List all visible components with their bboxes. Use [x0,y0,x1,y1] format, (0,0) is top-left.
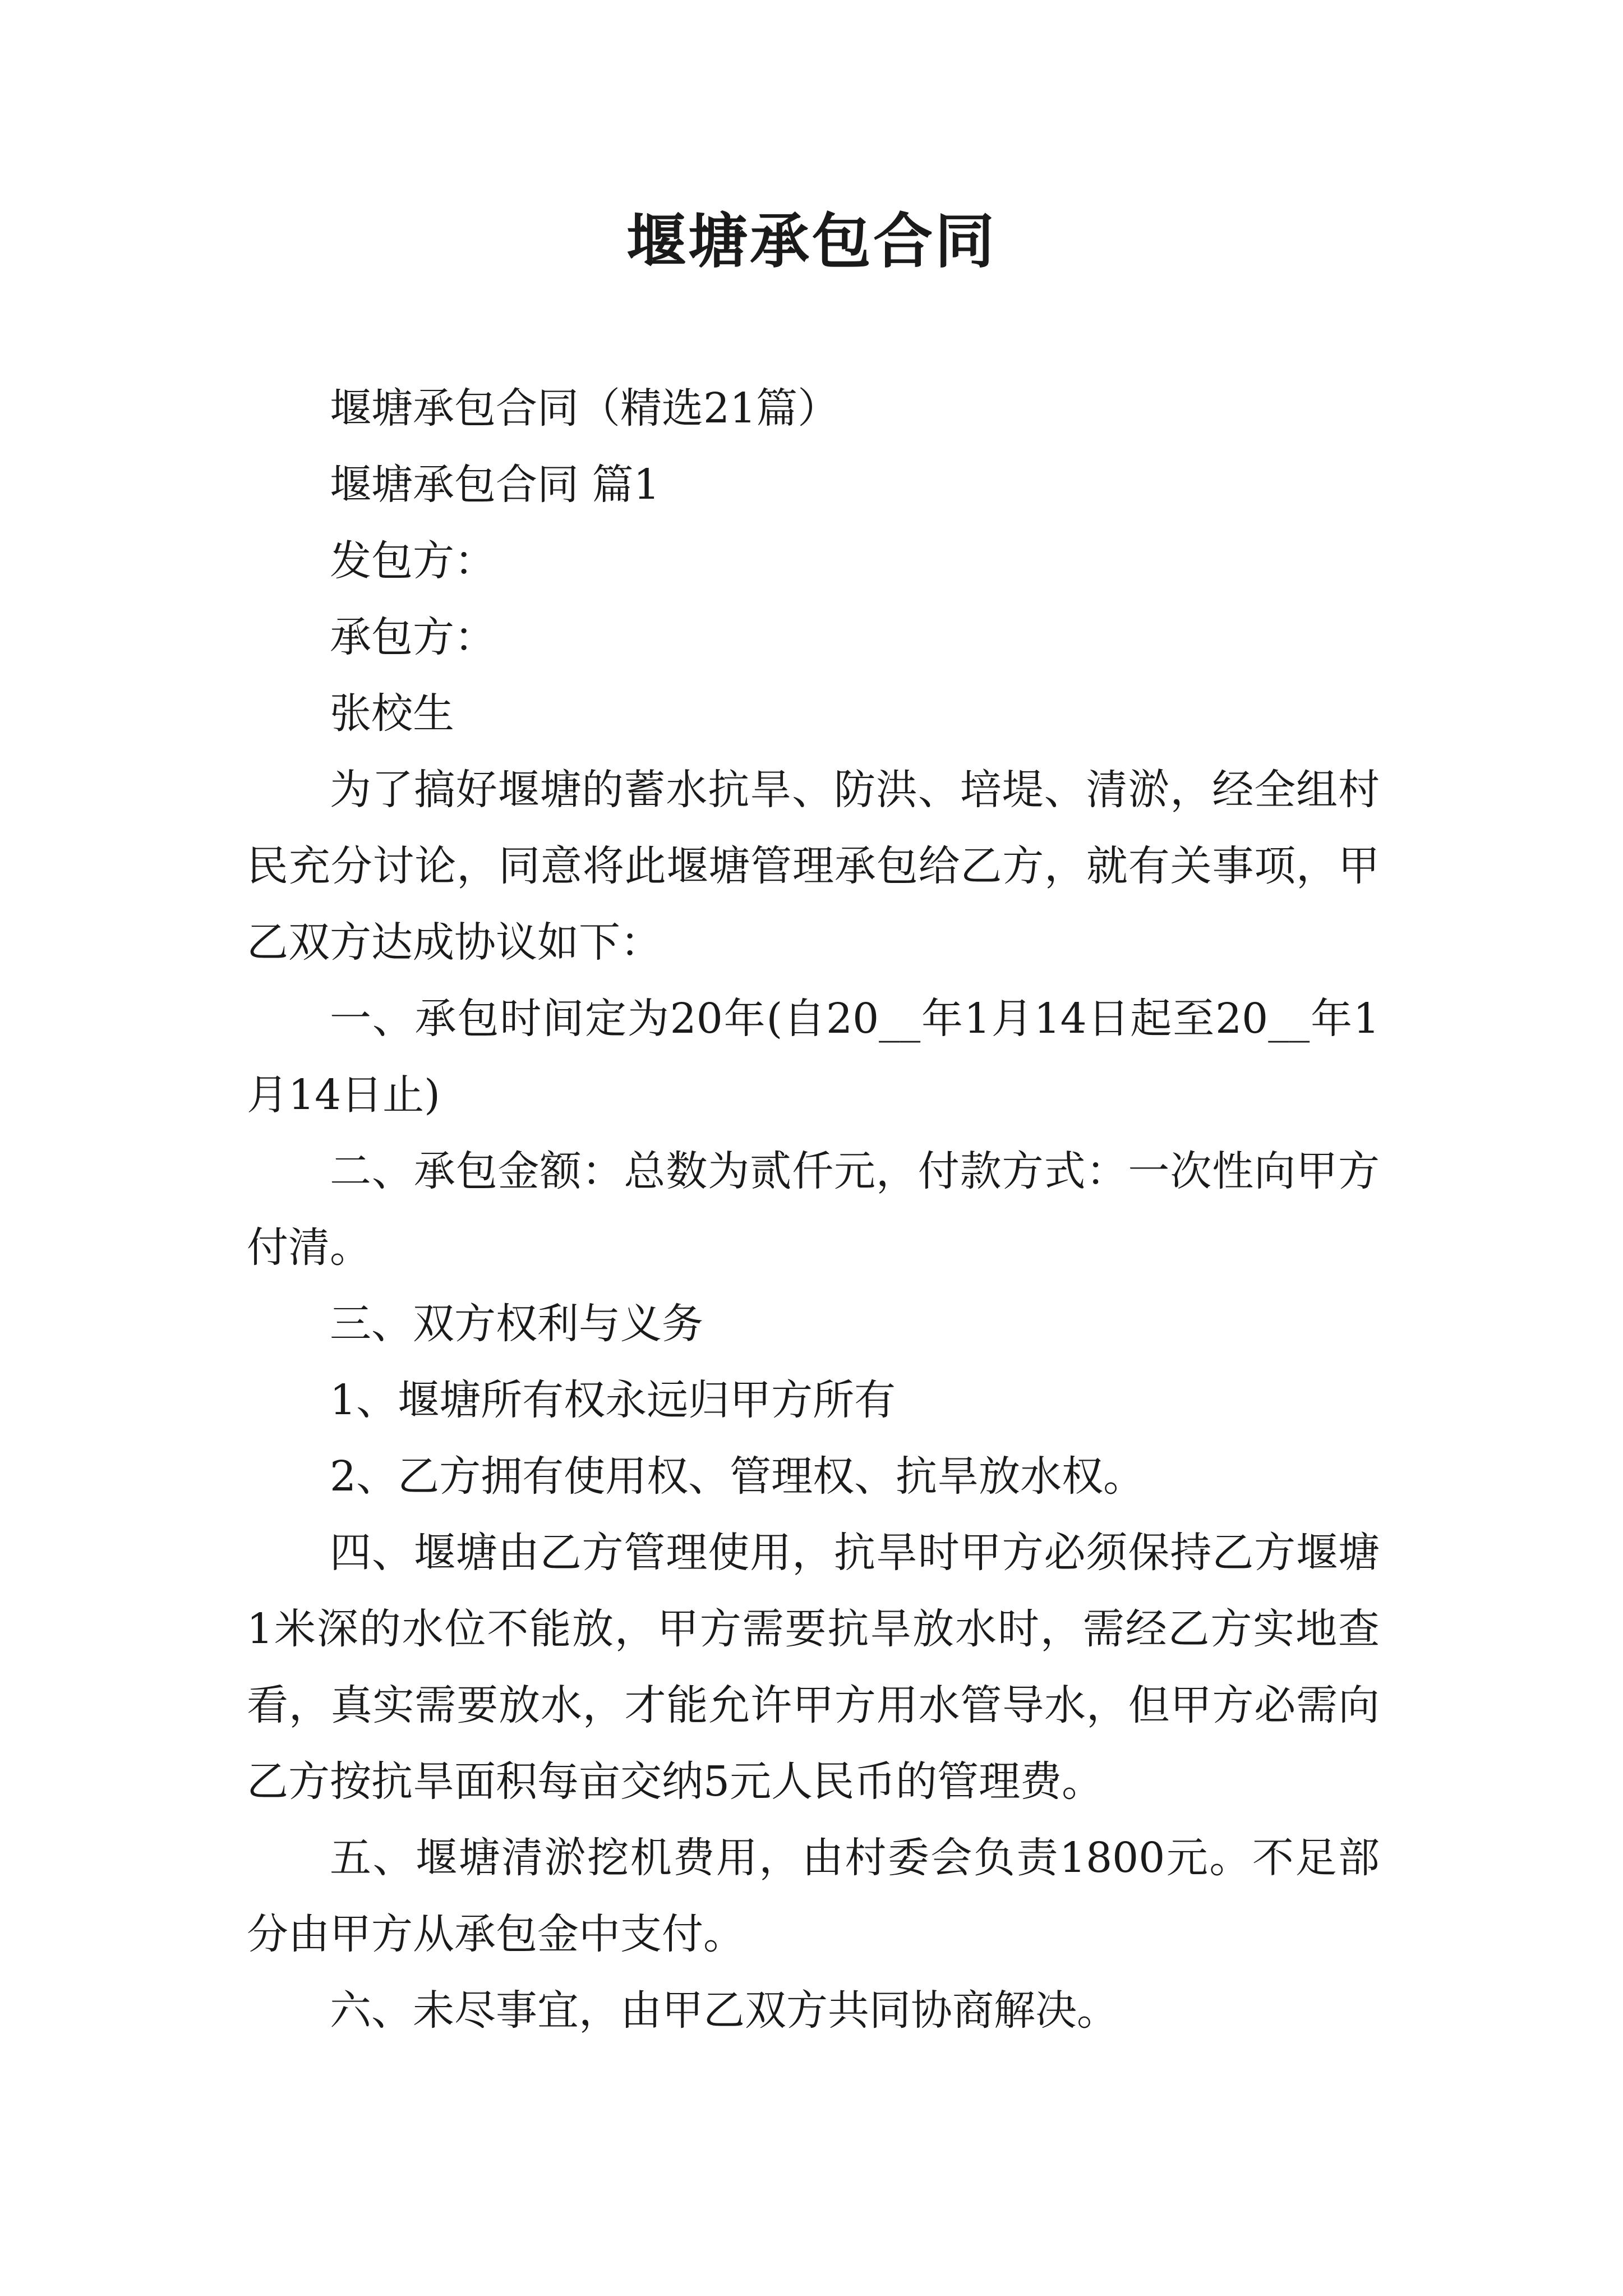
document-body [247,370,1380,2049]
paragraph-misc: 六、未尽事宜，由甲乙双方共同协商解决。 [330,1986,1118,2035]
paragraph-term: 一、承包时间定为20年(自20__年1月14日起至20__年1月14日止) [247,995,1380,1119]
paragraph-preamble: 为了搞好堰塘的蓄水抗旱、防洪、培堤、清淤，经全组村民充分讨论，同意将此堰塘管理承包给乙方，就有关事项，甲乙双方达成协议如下： [247,766,1380,967]
paragraph-amount: 二、承包金额：总数为贰仟元，付款方式：一次性向甲方付清。 [247,1147,1380,1272]
paragraph-issuer: 发包方： [330,537,496,585]
paragraph-management: 四、堰塘由乙方管理使用，抗旱时甲方必须保持乙方堰塘1米深的水位不能放，甲方需要抗旱放水时，需经乙方实地查看，真实需要放水，才能允许甲方用水管导水，但甲方必需向乙方按抗旱面积每亩交纳5元人民币的管理费。 [247,1529,1380,1806]
paragraph-rights-heading: 三、双方权利与义务 [330,1300,703,1348]
document-title: 堰塘承包合同 [626,206,997,276]
paragraph-contractor: 承包方： [330,613,496,661]
paragraph-contractor-name: 张校生 [330,689,454,738]
paragraph-dredging: 五、堰塘清淤挖机费用，由村委会负责1800元。不足部分由甲方从承包金中支付。 [247,1834,1380,1958]
paragraph-section-heading: 堰塘承包合同 篇1 [330,461,660,509]
paragraph-rights-1: 1、堰塘所有权永远归甲方所有 [330,1376,896,1424]
paragraph-rights-2: 2、乙方拥有使用权、管理权、抗旱放水权。 [330,1452,1145,1501]
paragraph-subtitle: 堰塘承包合同（精选21篇） [330,384,840,432]
